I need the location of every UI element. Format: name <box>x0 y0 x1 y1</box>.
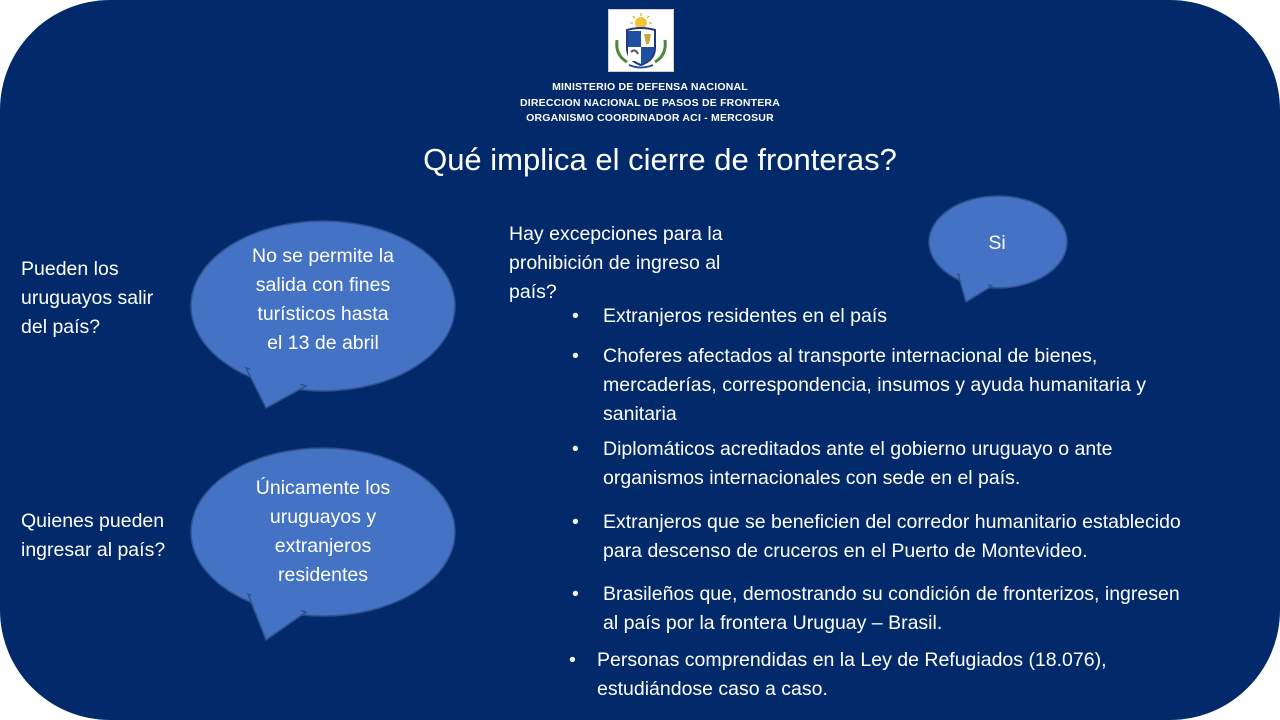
answer-entry-line-1: Únicamente los <box>255 477 391 499</box>
answer-entry-line-4: residentes <box>278 564 368 586</box>
answer-exit-line-4: el 13 de abril <box>267 332 379 354</box>
exception-1-line-1: Extranjeros residentes en el país <box>603 305 887 327</box>
question-entry-line-2: ingresar al país? <box>21 539 166 561</box>
bullet-icon: • <box>572 438 579 460</box>
question-entry-line-1: Quienes pueden <box>21 510 165 532</box>
header-line-2: DIRECCION NACIONAL DE PASOS DE FRONTERA <box>519 96 780 109</box>
answer-exceptions: Si <box>988 232 1006 254</box>
exception-4-line-2: para descenso de cruceros en el Puerto de Montevideo. <box>603 540 1088 562</box>
answer-exit-line-3: turísticos hasta <box>257 303 389 325</box>
answer-exit-line-2: salida con fines <box>255 274 391 296</box>
exception-6-line-2: estudiándose caso a caso. <box>597 678 828 700</box>
exception-2-line-2: mercaderías, correspondencia, insumos y ayuda humanitaria y <box>603 374 1147 396</box>
exception-2-line-3: sanitaria <box>603 403 677 425</box>
answer-exit-line-1: No se permite la <box>252 245 394 267</box>
question-exit-line-3: del país? <box>21 316 101 338</box>
answer-entry-line-2: uruguayos y <box>269 506 377 528</box>
exception-5-line-2: al país por la frontera Uruguay – Brasil. <box>603 612 943 634</box>
exception-6-line-1: Personas comprendidas en la Ley de Refugiados (18.076), <box>597 649 1107 671</box>
header-line-3: ORGANISMO COORDINADOR ACI - MERCOSUR <box>526 112 774 124</box>
question-exceptions-line-2: prohibición de ingreso al <box>509 252 721 274</box>
exception-5-line-1: Brasileños que, demostrando su condición de fronterizos, ingresen <box>603 583 1180 605</box>
bullet-icon: • <box>572 511 579 533</box>
question-exit <box>21 255 201 342</box>
ministry-header <box>440 80 860 127</box>
header-line-1: MINISTERIO DE DEFENSA NACIONAL <box>552 81 748 93</box>
bullet-icon: • <box>572 345 579 367</box>
exception-2-line-1: Choferes afectados al transporte internacional de bienes, <box>603 345 1098 367</box>
bullet-icon: • <box>572 583 579 605</box>
question-exit-line-1: Pueden los <box>21 258 119 280</box>
exception-4-line-1: Extranjeros que se beneficien del corredor humanitario establecido <box>603 511 1181 533</box>
bullet-icon: • <box>569 649 576 671</box>
exception-3-line-1: Diplomáticos acreditados ante el gobierno uruguayo o ante <box>603 438 1113 460</box>
answer-entry <box>205 474 441 590</box>
question-entry <box>21 507 201 565</box>
coat-of-arms-icon <box>608 9 674 72</box>
question-exceptions-line-1: Hay excepciones para la <box>509 223 723 245</box>
question-exceptions-line-3: país? <box>509 281 557 303</box>
exception-3-line-2: organismos internacionales con sede en el país. <box>603 467 1021 489</box>
answer-entry-line-3: extranjeros <box>274 535 372 557</box>
question-exceptions <box>509 220 769 307</box>
answer-exit <box>205 242 441 358</box>
slide-title: Qué implica el cierre de fronteras? <box>423 142 897 177</box>
question-exit-line-2: uruguayos salir <box>21 287 154 309</box>
bullet-icon: • <box>572 305 579 327</box>
